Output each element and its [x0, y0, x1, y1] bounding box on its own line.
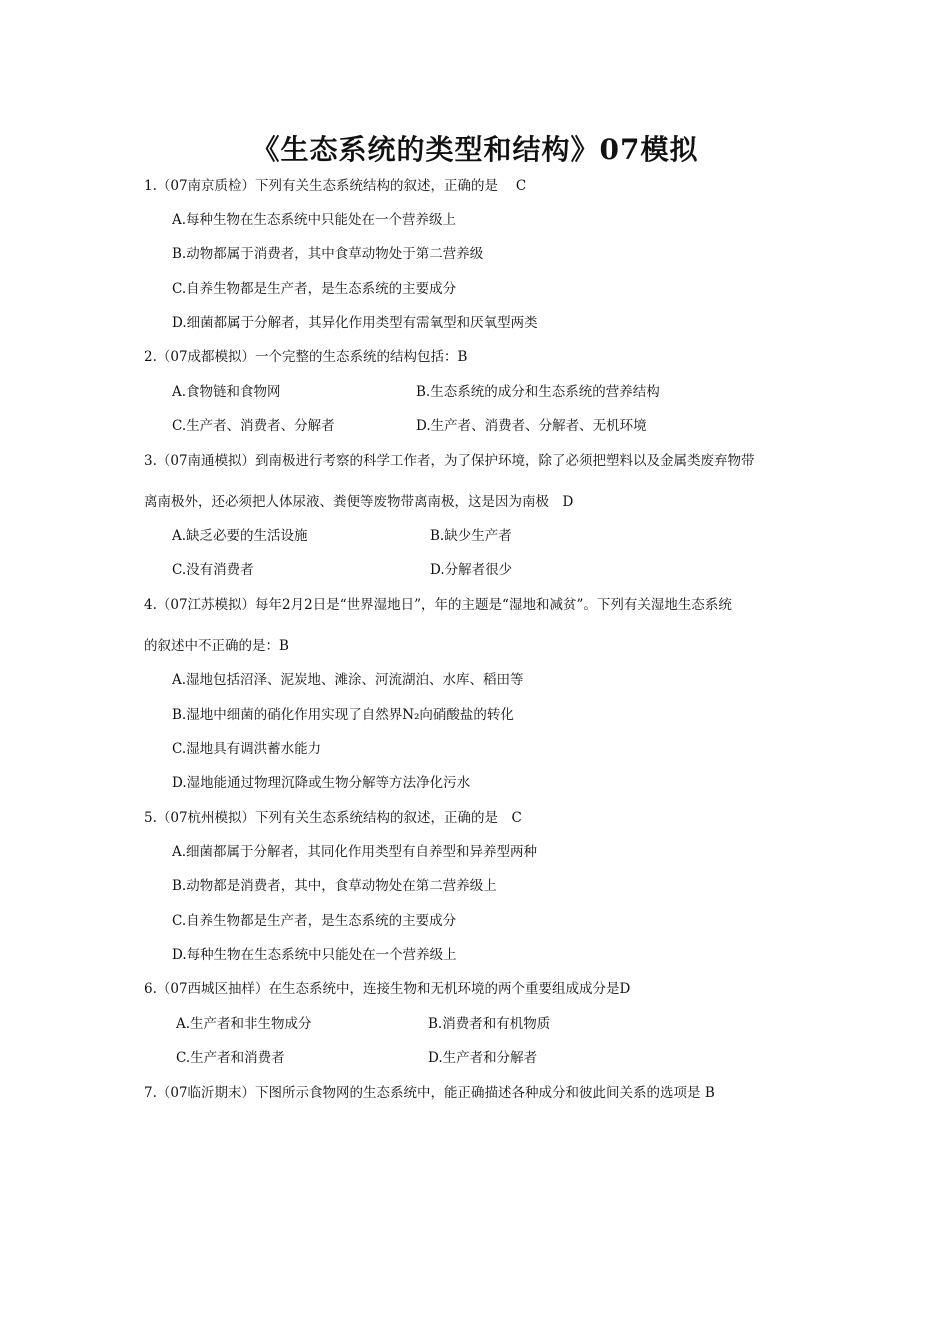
question-5-option-d: D.每种生物在生态系统中只能处在一个营养级上	[172, 947, 457, 963]
question-6-option-c: C.生产者和消费者	[176, 1050, 285, 1066]
question-4-option-d: D.湿地能通过物理沉降或生物分解等方法净化污水	[172, 775, 471, 791]
question-3-option-c: C.没有消费者	[172, 562, 254, 578]
question-5-option-b: B.动物都是消费者，其中，食草动物处在第二营养级上	[172, 878, 497, 894]
question-3-option-b: B.缺少生产者	[430, 528, 512, 544]
question-3-option-a: A.缺乏必要的生活设施	[172, 528, 308, 544]
question-6-stem: 6.（07西城区抽样）在生态系统中，连接生物和无机环境的两个重要组成成分是D	[144, 981, 631, 997]
question-2-option-c: C.生产者、消费者、分解者	[172, 418, 335, 434]
question-4-option-c: C.湿地具有调洪蓄水能力	[172, 741, 322, 757]
question-6-option-d: D.生产者和分解者	[428, 1050, 538, 1066]
question-1-option-c: C.自养生物都是生产者，是生态系统的主要成分	[172, 281, 457, 297]
question-6-option-b: B.消费者和有机物质	[428, 1016, 551, 1032]
question-4-option-a: A.湿地包括沼泽、泥炭地、滩涂、河流湖泊、水库、稻田等	[172, 672, 524, 688]
question-3-option-d: D.分解者很少	[430, 562, 513, 578]
question-4-option-b: B.湿地中细菌的硝化作用实现了自然界N₂向硝酸盐的转化	[172, 707, 514, 723]
question-5-option-c: C.自养生物都是生产者，是生态系统的主要成分	[172, 913, 457, 929]
question-2-option-d: D.生产者、消费者、分解者、无机环境	[416, 418, 647, 434]
question-2-option-a: A.食物链和食物网	[172, 384, 281, 400]
question-1-stem: 1.（07南京质检）下列有关生态系统结构的叙述，正确的是 C	[144, 178, 527, 194]
question-1-option-b: B.动物都属于消费者，其中食草动物处于第二营养级	[172, 246, 484, 262]
question-3-stem-line-1: 3.（07南通模拟）到南极进行考察的科学工作者，为了保护环境，除了必须把塑料以及金属类废弃物带	[144, 453, 755, 469]
question-2-option-b: B.生态系统的成分和生态系统的营养结构	[416, 384, 660, 400]
page-title: 《生态系统的类型和结构》07模拟	[251, 133, 699, 166]
question-1-option-a: A.每种生物在生态系统中只能处在一个营养级上	[172, 212, 457, 228]
question-1-option-d: D.细菌都属于分解者，其异化作用类型有需氧型和厌氧型两类	[172, 315, 538, 331]
question-5-option-a: A.细菌都属于分解者，其同化作用类型有自养型和异养型两种	[172, 844, 538, 860]
question-6-option-a: A.生产者和非生物成分	[176, 1016, 312, 1032]
question-3-stem-line-2: 离南极外，还必须把人体尿液、粪便等废物带离南极，这是因为南极 D	[144, 494, 574, 510]
question-4-stem-line-1: 4.（07江苏模拟）每年2月2日是“世界湿地日”，年的主题是“湿地和减贫”。下列有关湿地生态系统	[144, 597, 732, 613]
question-5-stem: 5.（07杭州模拟）下列有关生态系统结构的叙述，正确的是 C	[144, 810, 522, 826]
question-4-stem-line-2: 的叙述中不正确的是：B	[144, 638, 289, 654]
question-7-stem: 7.（07临沂期末）下图所示食物网的生态系统中，能正确描述各种成分和彼此间关系的选项是 B	[144, 1085, 715, 1101]
question-2-stem: 2.（07成都模拟）一个完整的生态系统的结构包括：B	[144, 349, 468, 365]
